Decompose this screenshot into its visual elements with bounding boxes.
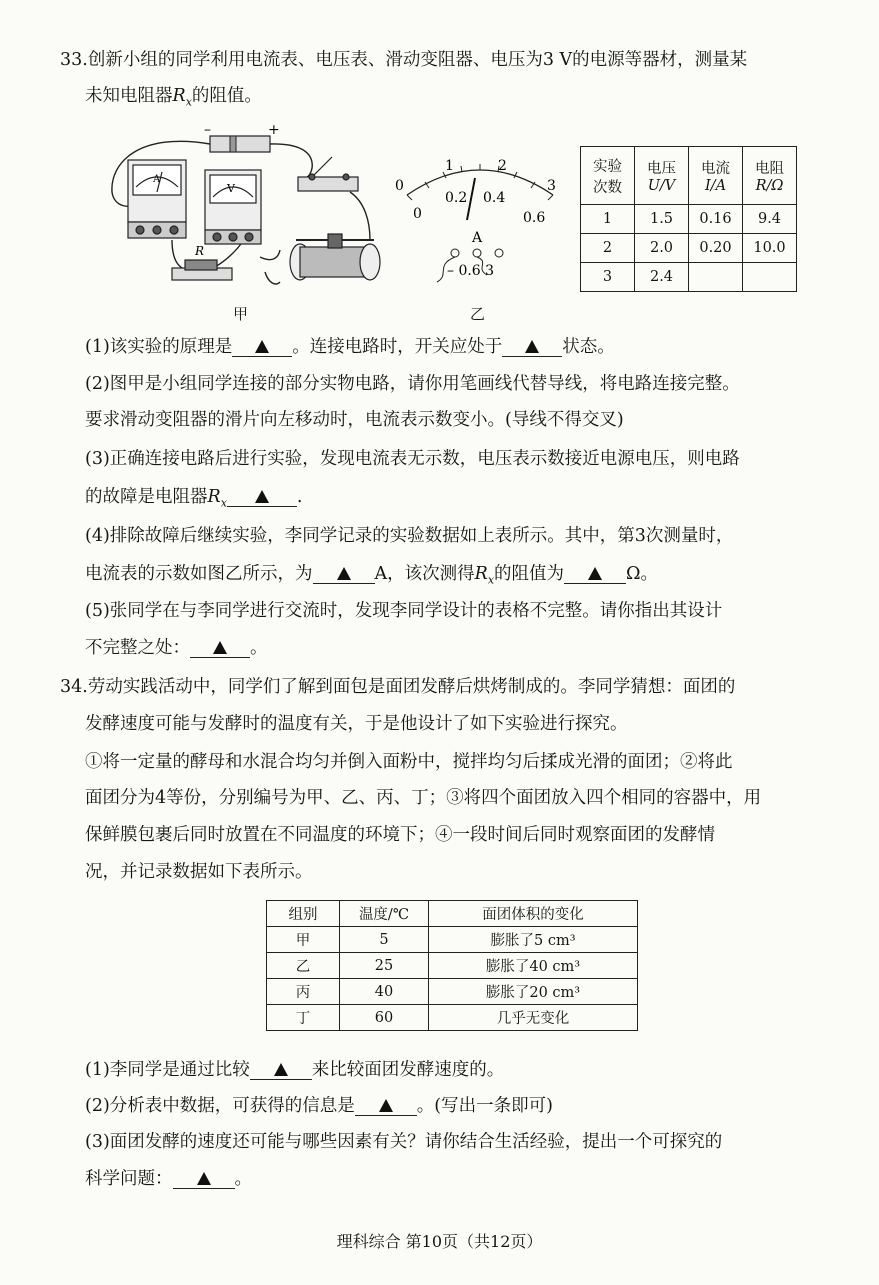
header-resistance: 电阻 R/Ω (743, 147, 797, 205)
cell (689, 263, 743, 292)
answer-blank[interactable] (250, 1062, 312, 1080)
q34-steps-line4: 况，并记录数据如下表所示。 (85, 862, 313, 882)
text: 的阻值为 (494, 564, 565, 584)
cell: 膨胀了40 cm³ (429, 953, 638, 979)
q34-steps-line2: 面团分为4等份，分别编号为甲、乙、丙、丁；③将四个面团放入四个相同的容器中，用 (85, 788, 762, 808)
ammeter-dial-figure (395, 150, 565, 285)
cell: 几乎无变化 (429, 1005, 638, 1031)
cell: 2.4 (635, 263, 689, 292)
q33-part2-line1: (2)图甲是小组同学连接的部分实物电路，请你用笔画线代替导线，将电路连接完整。 (85, 374, 740, 394)
answer-blank[interactable] (173, 1171, 235, 1189)
resistor-rx-icon (172, 260, 232, 280)
q33-number: 33. (60, 50, 88, 70)
rx-device-label: R (195, 244, 205, 258)
q34-steps-line1: ①将一定量的酵母和水混合均匀并倒入面粉中，搅拌均匀后揉成光滑的面团；②将此 (85, 752, 733, 772)
text: 不完整之处： (85, 638, 190, 658)
dial-unit: A (472, 230, 483, 246)
table-row (581, 205, 797, 234)
table-header-row (581, 147, 797, 205)
var-r: R (207, 487, 221, 507)
voltmeter-device-label: V (227, 182, 235, 195)
q34-stem-text: 劳动实践活动中，同学们了解到面包是面团发酵后烘烤制成的。李同学猜想：面团的 (87, 677, 736, 697)
header-volume-change: 面团体积的变化 (429, 901, 638, 927)
q33-stem-pre: 未知电阻器 (85, 86, 173, 106)
q33-part1 (85, 339, 615, 357)
q34-steps-line3: 保鲜膜包裹后同时放置在不同温度的环境下；④一段时间后同时观察面团的发酵情 (85, 825, 715, 845)
cell: 60 (340, 1005, 429, 1031)
dial-bottom-02: 0.2 (445, 190, 468, 206)
q34-stem-line1 (60, 679, 735, 697)
q33-part5-line2 (85, 640, 268, 658)
cell: 甲 (267, 927, 340, 953)
dial-top-3: 3 (547, 178, 556, 194)
header-temperature: 温度/℃ (340, 901, 429, 927)
dial-terminals: – 0.6 3 (447, 263, 495, 279)
text: 的故障是电阻器 (85, 487, 208, 507)
q33-stem-text: 创新小组的同学利用电流表、电压表、滑动变阻器、电压为3 V的电源等器材，测量某 (87, 50, 748, 70)
figure-jia-label: 甲 (233, 305, 249, 323)
q34-part2 (85, 1098, 553, 1116)
figure-yi-label: 乙 (470, 305, 486, 323)
text: . (296, 487, 303, 507)
answer-blank[interactable] (502, 339, 562, 357)
q34-part1 (85, 1062, 504, 1080)
dial-bottom-06: 0.6 (523, 210, 546, 226)
table-row (267, 1005, 638, 1031)
var-x: x (487, 573, 495, 587)
dial-bottom-04: 0.4 (483, 190, 506, 206)
triangle-icon (255, 490, 269, 503)
triangle-icon (255, 340, 269, 353)
table-row (267, 979, 638, 1005)
answer-blank[interactable] (313, 566, 375, 584)
rheostat-icon (290, 234, 380, 280)
cell: 5 (340, 927, 429, 953)
q34-dough-table (266, 900, 638, 1031)
cell: 2.0 (635, 234, 689, 263)
q34-stem-line2: 发酵速度可能与发酵时的温度有关，于是他设计了如下实验进行探究。 (85, 714, 628, 734)
text: 电流表的示数如图乙所示，为 (85, 564, 313, 584)
cell: 丁 (267, 1005, 340, 1031)
dial-needle (467, 178, 475, 220)
var-x: x (185, 95, 192, 109)
text: (1)李同学是通过比较 (85, 1060, 250, 1080)
cell: 9.4 (743, 205, 797, 234)
answer-blank[interactable] (232, 339, 292, 357)
var-r: R (474, 564, 488, 584)
cell: 膨胀了20 cm³ (429, 979, 638, 1005)
answer-blank[interactable] (564, 566, 626, 584)
answer-blank[interactable] (190, 640, 250, 658)
table-row (267, 927, 638, 953)
table-row (267, 953, 638, 979)
dial-top-2: 2 (498, 158, 507, 174)
text: (2)分析表中数据，可获得的信息是 (85, 1096, 355, 1116)
triangle-icon (337, 567, 351, 580)
table-header-row (267, 901, 638, 927)
text: (1)该实验的原理是 (85, 337, 233, 357)
cell: 1.5 (635, 205, 689, 234)
battery-plus-label: + (268, 122, 280, 138)
answer-blank[interactable] (227, 489, 297, 507)
table-row (581, 263, 797, 292)
cell: 乙 (267, 953, 340, 979)
cell: 40 (340, 979, 429, 1005)
q34-number: 34. (60, 677, 88, 697)
ammeter-device-icon (128, 160, 186, 238)
q33-stem-post: 的阻值。 (191, 86, 262, 106)
q33-data-table (580, 146, 797, 292)
cell: 1 (581, 205, 635, 234)
dial-top-1: 1 (445, 158, 454, 174)
q33-part3-line1: (3)正确连接电路后进行实验，发现电流表无示数，电压表示数接近电源电压，则电路 (85, 449, 740, 469)
dial-top-0: 0 (395, 178, 404, 194)
text: 。连接电路时，开关应处于 (292, 337, 503, 357)
triangle-icon (197, 1172, 211, 1185)
text: 状态。 (562, 337, 615, 357)
battery-minus-label: – (204, 122, 211, 138)
table-row (581, 234, 797, 263)
var-r: R (172, 86, 186, 106)
q33-part5-line1: (5)张同学在与李同学进行交流时，发现李同学设计的表格不完整。请你指出其设计 (85, 601, 723, 621)
header-current: 电流 I/A (689, 147, 743, 205)
cell: 0.20 (689, 234, 743, 263)
cell: 丙 (267, 979, 340, 1005)
text: 来比较面团发酵速度的。 (311, 1060, 505, 1080)
cell: 10.0 (743, 234, 797, 263)
cell: 2 (581, 234, 635, 263)
text: 。 (234, 1169, 252, 1189)
dial-bottom-0: 0 (413, 206, 422, 222)
q33-part4-line1: (4)排除故障后继续实验，李同学记录的实验数据如上表所示。其中，第3次测量时， (85, 526, 734, 546)
cell: 膨胀了5 cm³ (429, 927, 638, 953)
q33-part4-line2 (85, 566, 658, 586)
text: 。(写出一条即可) (416, 1096, 553, 1116)
cell: 25 (340, 953, 429, 979)
text: A，该次测得 (374, 564, 475, 584)
switch-icon (298, 157, 358, 191)
ammeter-device-label: A (153, 174, 161, 185)
triangle-icon (525, 340, 539, 353)
triangle-icon (588, 567, 602, 580)
triangle-icon (213, 641, 227, 654)
circuit-figure (100, 122, 390, 297)
cell: 0.16 (689, 205, 743, 234)
q34-part3-line1: (3)面团发酵的速度还可能与哪些因素有关？请你结合生活经验，提出一个可探究的 (85, 1132, 723, 1152)
q33-part2-line2: 要求滑动变阻器的滑片向左移动时，电流表示数变小。(导线不得交叉) (85, 410, 624, 430)
q33-stem-line1 (60, 52, 747, 70)
q33-stem-line2 (85, 88, 262, 108)
triangle-icon (379, 1099, 393, 1112)
answer-blank[interactable] (355, 1098, 417, 1116)
cell: 3 (581, 263, 635, 292)
page-footer: 理科综合 第10页（共12页） (336, 1232, 543, 1251)
var-x: x (220, 496, 227, 510)
text: 。 (250, 638, 268, 658)
text: 科学问题： (85, 1169, 173, 1189)
header-voltage: 电压 U/V (635, 147, 689, 205)
header-trial: 实验 次数 (581, 147, 635, 205)
wire-battery-switch (270, 144, 312, 178)
battery-icon (210, 136, 270, 152)
wire-switch-rheostat (350, 192, 370, 240)
text: Ω。 (626, 564, 659, 584)
triangle-icon (274, 1063, 288, 1076)
cell (743, 263, 797, 292)
header-group: 组别 (267, 901, 340, 927)
q34-part3-line2 (85, 1171, 252, 1189)
dial-arc (407, 170, 553, 195)
q33-part3-line2 (85, 489, 302, 509)
